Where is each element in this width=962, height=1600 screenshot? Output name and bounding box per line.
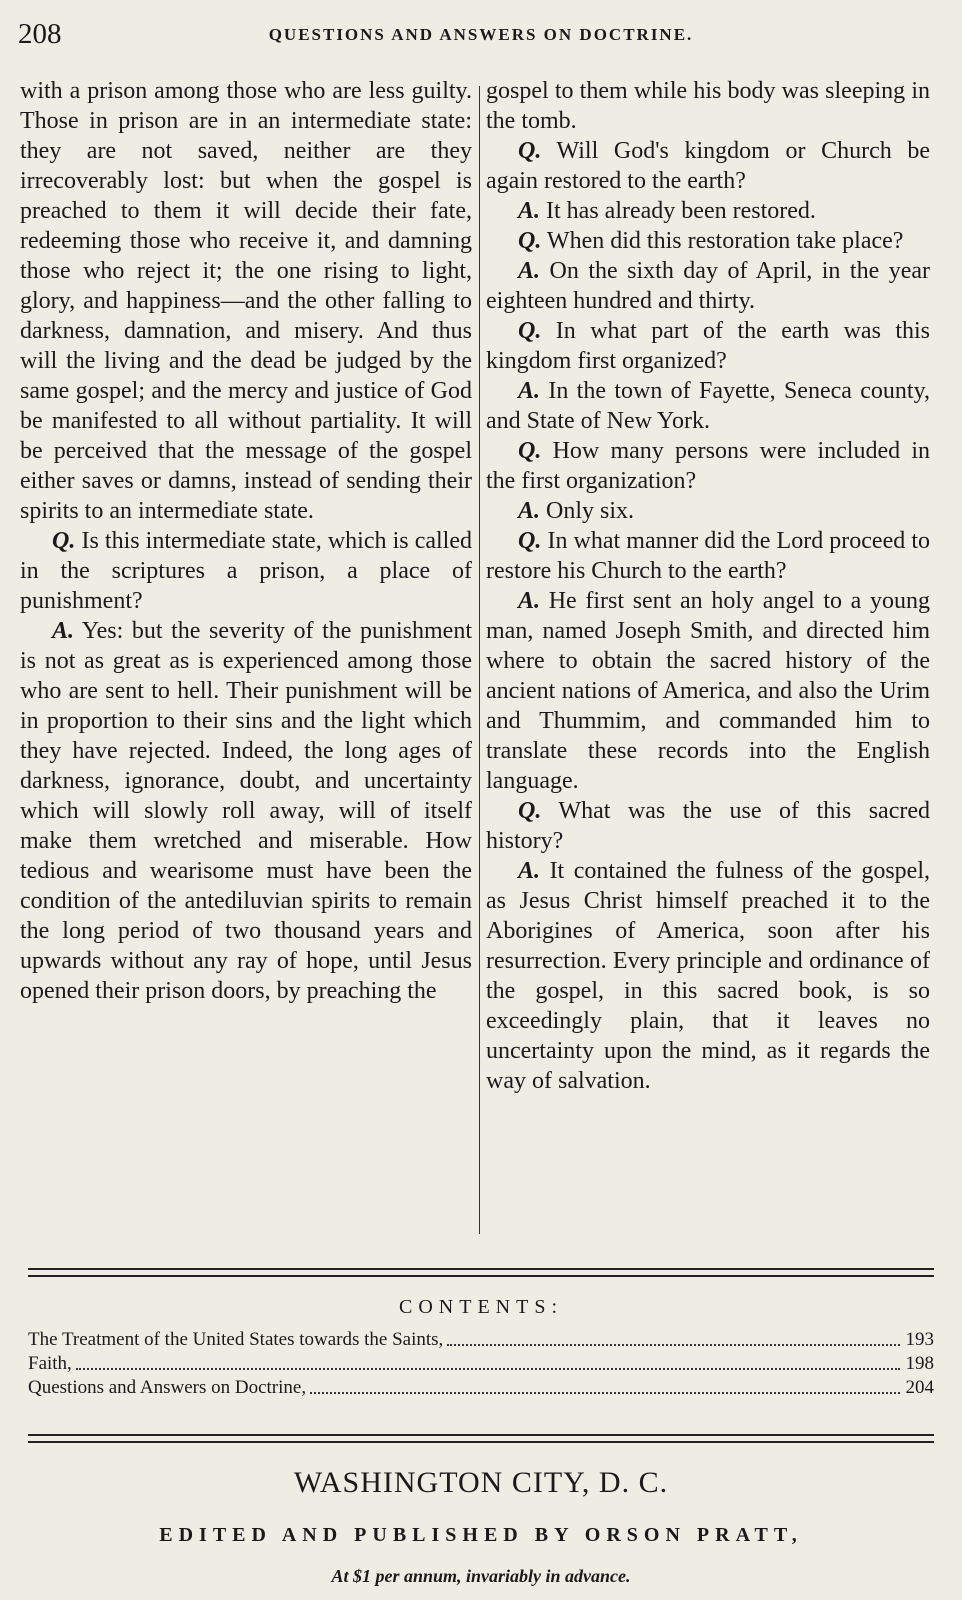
page-header [0,14,962,54]
right-column [486,76,930,1096]
left-paragraph: with a prison among those who are less guilty. Those in prison are in an intermediate state: they are not saved, neither are they irrecoverably lost: but when the gospel is preached to them it will decide their fate, redeeming those who receive it, and damning those who reject it; the one rising to light, glory, and happiness—and the other falling to darkness, damnation, and misery. And thus will the living and the dead be judged by the same gospel; and the mercy and justice of God be manifested to all without partiality. It will be perceived that the message of the gospel either saves or damns, instead of sending their spirits to an intermediate state. [20,78,472,524]
qa-item [486,586,930,796]
qa-item [486,796,930,856]
qa-text: He first sent an holy angel to a young man, named Joseph Smith, and directed him where to obtain the sacred history of the ancient nations of America, and also the Urim and Thummim, and commanded him to translate these records into the English language. [486,588,931,794]
qa-text: It has already been restored. [546,198,816,224]
right-continuation: gospel to them while his body was sleeping in the tomb. [486,78,930,134]
qa-item [486,226,930,256]
qa-text: Only six. [546,498,635,524]
qa-text: On the sixth day of April, in the year eighteen hundred and thirty. [486,258,931,314]
price-line: At $1 per annum, invariably in advance. [331,1566,631,1586]
qa-label: A. [518,858,541,884]
section-divider [28,1268,934,1277]
qa-label: A. [518,588,541,614]
contents-list [28,1328,934,1400]
qa-label: Q. [518,228,542,254]
contents-entry [28,1328,934,1352]
question-label: Q. [52,528,76,554]
qa-label: Q. [518,138,542,164]
question-text: Is this intermediate state, which is called in the scriptures a prison, a place of punishment? [20,528,472,614]
page-number: 208 [18,18,62,50]
qa-text: In what manner did the Lord proceed to restore his Church to the earth? [486,528,931,584]
publication-place: WASHINGTON CITY, D. C. [293,1466,669,1499]
qa-label: Q. [518,438,542,464]
qa-label: A. [518,198,541,224]
contents-entry-title: Faith, [28,1353,72,1374]
qa-label: A. [518,258,541,284]
contents-entry-title: Questions and Answers on Doctrine, [28,1377,307,1398]
qa-text: How many persons were included in the first organization? [486,438,930,494]
qa-item [486,256,930,316]
qa-label: Q. [518,798,542,824]
qa-item [486,196,930,226]
section-divider [28,1434,934,1443]
contents-entry-page: 193 [905,1329,934,1350]
contents-title: CONTENTS: [399,1296,563,1318]
qa-item [486,856,930,1096]
running-title: QUESTIONS AND ANSWERS ON DOCTRINE. [268,25,694,44]
qa-item [486,496,930,526]
contents-entry-title: The Treatment of the United States towards the Saints, [28,1329,444,1350]
qa-item [486,436,930,496]
qa-text: In the town of Fayette, Seneca county, and State of New York. [486,378,931,434]
qa-label: A. [518,498,541,524]
qa-text: In what part of the earth was this kingdom first organized? [486,318,931,374]
qa-text: Will God's kingdom or Church be again restored to the earth? [486,138,930,194]
qa-text: When did this restoration take place? [546,228,904,254]
qa-text: What was the use of this sacred history? [486,798,930,854]
qa-label: A. [518,378,541,404]
qa-item [486,376,930,436]
contents-entry-page: 198 [905,1353,934,1374]
contents-entry [28,1376,934,1400]
column-divider [479,86,480,1234]
left-column [20,76,472,1006]
qa-item [486,136,930,196]
dot-leader [76,1352,900,1370]
qa-item [486,316,930,376]
answer-paragraph [20,616,472,1006]
editor-line: EDITED AND PUBLISHED BY ORSON PRATT, [159,1524,803,1546]
dot-leader [310,1376,899,1394]
qa-label: Q. [518,528,542,554]
qa-label: Q. [518,318,542,344]
contents-entry-page: 204 [905,1377,934,1398]
contents-entry [28,1352,934,1376]
dot-leader [447,1328,899,1346]
qa-text: It contained the fulness of the gospel, as Jesus Christ himself preached it to the Aborigines of America, soon after his resurrection. Every principle and ordinance of the gospel, in this sacred book, is so exceedingly plain, that it leaves no uncertainty upon the mind, as it regards the way of salvation. [486,858,931,1094]
answer-label: A. [52,618,75,644]
qa-item [486,526,930,586]
question-paragraph [20,526,472,616]
answer-text: Yes: but the severity of the punishment is not as great as is experienced among those who are sent to hell. Their punishment will be in proportion to their sins and the light which they have rejected. Indeed, the long ages of darkness, ignorance, doubt, and uncertainty which will slowly roll away, will of itself make them wretched and miserable. How tedious and wearisome must have been the condition of the antediluvian spirits to remain the long period of two thousand years and upwards without any ray of hope, until Jesus opened their prison doors, by preaching the [20,618,473,1004]
